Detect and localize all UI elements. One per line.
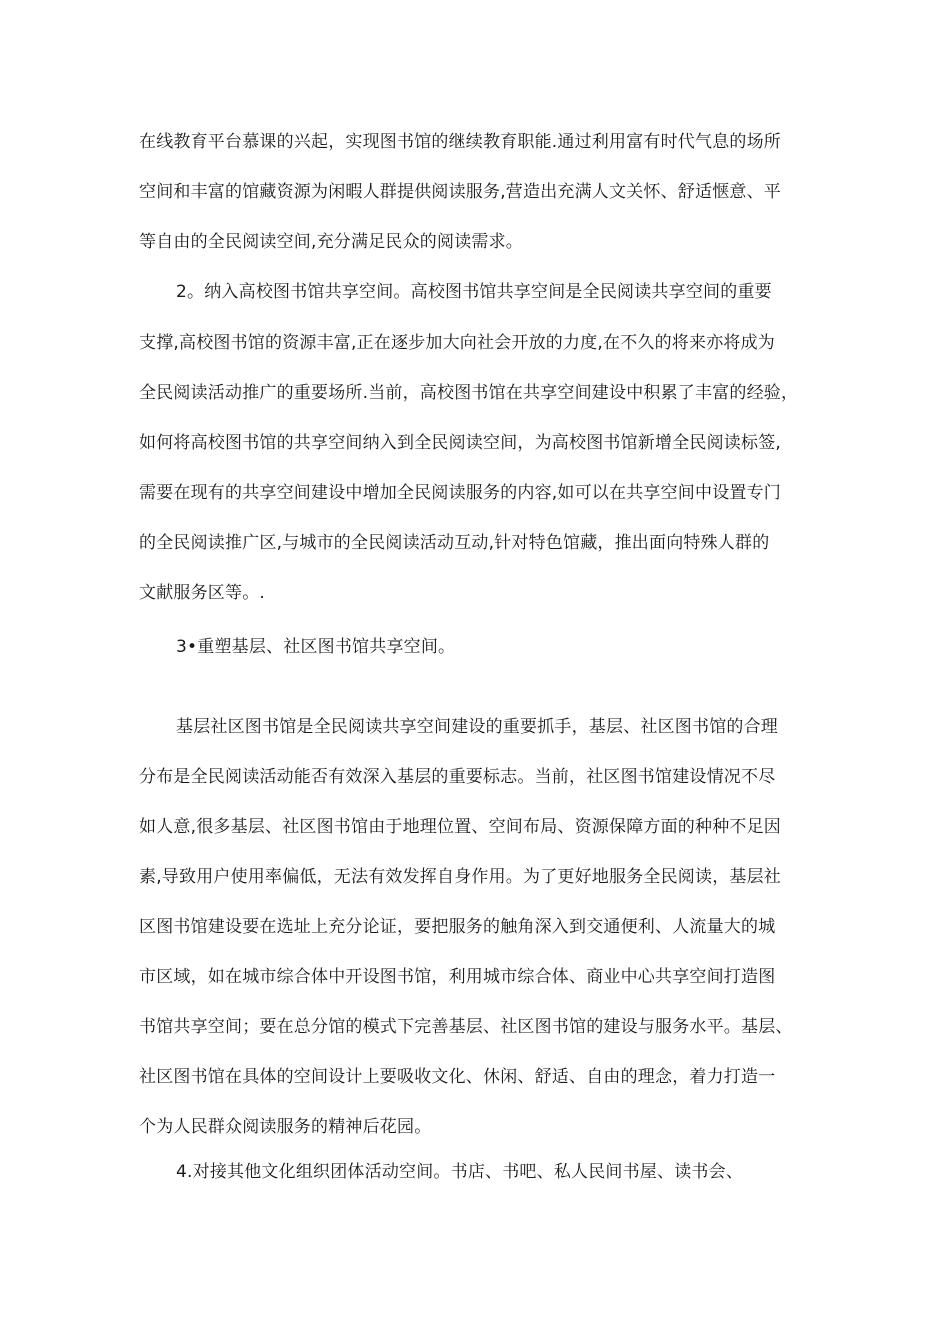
text-line: 如何将高校图书馆的共享空间纳入到全民阅读空间，为高校图书馆新增全民阅读标签, — [139, 433, 782, 453]
section-heading-3: 3•重塑基层、社区图书馆共享空间。 — [176, 637, 456, 657]
text-line: 的全民阅读推广区,与城市的全民阅读活动互动,针对特色馆藏，推出面向特殊人群的 — [139, 533, 770, 553]
text-line: 需要在现有的共享空间建设中增加全民阅读服务的内容,如可以在共享空间中设置专门 — [139, 483, 782, 503]
text-line: 区图书馆建设要在选址上充分论证，要把服务的触角深入到交通便利、人流量大的城 — [139, 917, 776, 937]
text-line: 基层社区图书馆是全民阅读共享空间建设的重要抓手，基层、社区图书馆的合理 — [176, 717, 778, 737]
text-line: 分布是全民阅读活动能否有效深入基层的重要标志。当前，社区图书馆建设情况不尽 — [139, 767, 776, 787]
text-line: 个为人民群众阅读服务的精神后花园。 — [139, 1117, 432, 1137]
text-line: 文献服务区等。. — [139, 583, 266, 603]
text-line: 市区域，如在城市综合体中开设图书馆，利用城市综合体、商业中心共享空间打造图 — [139, 967, 776, 987]
text-line: 4.对接其他文化组织团体活动空间。书店、书吧、私人民间书屋、读书会、 — [176, 1162, 744, 1182]
text-line: 社区图书馆在具体的空间设计上要吸收文化、休闲、舒适、自由的理念，着力打造一 — [139, 1067, 776, 1087]
text-line: 书馆共享空间；要在总分馆的模式下完善基层、社区图书馆的建设与服务水平。基层、 — [139, 1017, 793, 1037]
text-line: 如人意,很多基层、社区图书馆由于地理位置、空间布局、资源保障方面的种种不足因 — [139, 817, 782, 837]
text-line: 2。纳入高校图书馆共享空间。高校图书馆共享空间是全民阅读共享空间的重要 — [176, 282, 772, 302]
text-line: 素,导致用户使用率偏低，无法有效发挥自身作用。为了更好地服务全民阅读，基层社 — [139, 867, 782, 887]
text-line: 支撑,高校图书馆的资源丰富,正在逐步加大向社会开放的力度,在不久的将来亦将成为 — [139, 333, 776, 353]
text-line: 等自由的全民阅读空间,充分满足民众的阅读需求。 — [139, 232, 524, 252]
text-line: 空间和丰富的馆藏资源为闲暇人群提供阅读服务,营造出充满人文关怀、舒适惬意、平 — [139, 182, 782, 202]
text-line: 在线教育平台慕课的兴起，实现图书馆的继续教育职能.通过利用富有时代气息的场所 — [139, 132, 782, 152]
text-line: 全民阅读活动推广的重要场所.当前，高校图书馆在共享空间建设中积累了丰富的经验， — [139, 383, 799, 403]
